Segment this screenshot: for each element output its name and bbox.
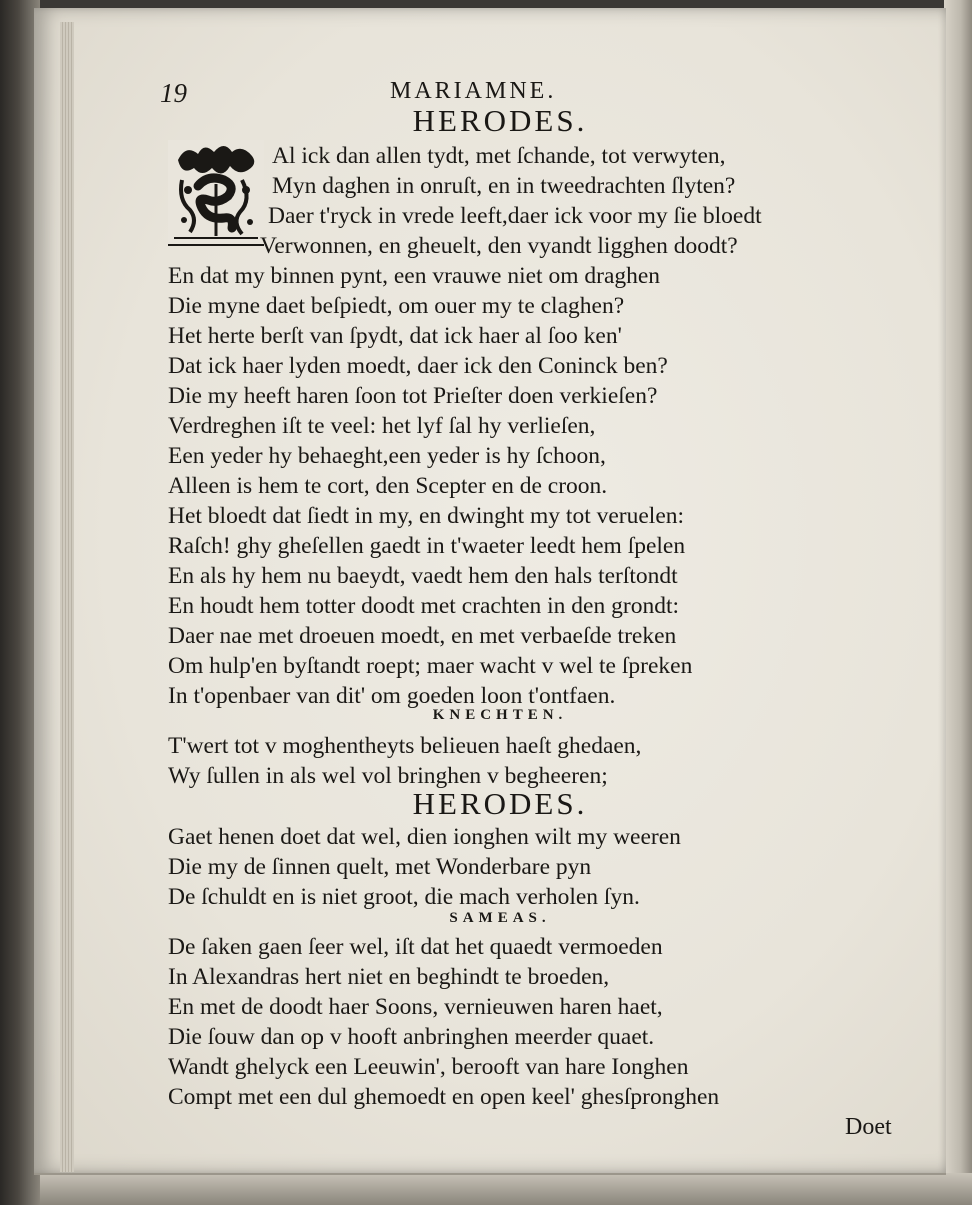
catchword: Doet	[845, 1114, 892, 1140]
verse-line: Het bloedt dat ſiedt in my, en dwinght my tot veruelen:	[168, 503, 685, 529]
speaker-herodes-2: HERODES.	[412, 786, 588, 821]
verse-line: En als hy hem nu baeydt, vaedt hem den hals terſtondt	[168, 563, 678, 589]
verse-line: Die ſouw dan op v hooft anbringhen meerder quaet.	[168, 1024, 655, 1050]
verse-line: En dat my binnen pynt, een vrauwe niet om draghen	[168, 263, 661, 289]
verse-line: In Alexandras hert niet en beghindt te broeden,	[168, 964, 610, 990]
verse-line: T'wert tot v moghentheyts belieuen haeſt ghedaen,	[168, 733, 642, 759]
book-title: MARIAMNE.	[390, 78, 557, 104]
verse-line: Raſch! ghy gheſellen gaedt in t'waeter leedt hem ſpelen	[168, 533, 686, 559]
floral-initial-icon	[168, 140, 264, 244]
page-stack-edge	[60, 22, 74, 1172]
verse-line: De ſaken gaen ſeer wel, iſt dat het quaedt vermoeden	[168, 934, 663, 960]
speaker-sameas: SAMEAS.	[449, 910, 551, 926]
verse-line: Het herte berſt van ſpydt, dat ick haer al ſoo ken'	[168, 323, 622, 349]
verse-line: Die my heeft haren ſoon tot Prieſter doen verkieſen?	[168, 383, 658, 409]
verse-line: Dat ick haer lyden moedt, daer ick den Coninck ben?	[168, 353, 668, 379]
bottom-page-edge	[40, 1173, 972, 1205]
page-number: 19	[160, 78, 187, 108]
verse-line: En met de doodt haer Soons, vernieuwen haren haet,	[168, 994, 663, 1020]
verse-line: Die my de ſinnen quelt, met Wonderbare pyn	[168, 854, 592, 880]
speaker-herodes: HERODES.	[412, 103, 588, 138]
verse-line: Alleen is hem te cort, den Scepter en de croon.	[168, 473, 608, 499]
verse-line: Compt met een dul ghemoedt en open keel' ghesſpronghen	[168, 1084, 720, 1110]
verse-line: Al ick dan allen tydt, met ſchande, tot verwyten,	[272, 143, 726, 169]
verse-line: En houdt hem totter doodt met crachten in den grondt:	[168, 593, 679, 619]
verse-line: Verwonnen, en gheuelt, den vyandt ligghen doodt?	[260, 233, 738, 259]
right-page-edge	[944, 0, 972, 1205]
verse-line: In t'openbaer van dit' om goeden loon t'ontfaen.	[168, 683, 616, 709]
verse-line: Wandt ghelyck een Leeuwin', berooft van hare Ionghen	[168, 1054, 689, 1080]
verse-line: Gaet henen doet dat wel, dien ionghen wilt my weeren	[168, 824, 681, 850]
verse-line: Een yeder hy behaeght,een yeder is hy ſchoon,	[168, 443, 606, 469]
verse-line: Die myne daet beſpiedt, om ouer my te claghen?	[168, 293, 625, 319]
decorated-initial-s-icon	[168, 140, 264, 246]
verse-line: Om hulp'en byſtandt roept; maer wacht v wel te ſpreken	[168, 653, 693, 679]
verse-line: Daer t'ryck in vrede leeft,daer ick voor my ſie bloedt	[268, 203, 762, 229]
verse-line: Daer nae met droeuen moedt, en met verbaeſde treken	[168, 623, 677, 649]
verse-line: Verdreghen iſt te veel: het lyf ſal hy verlieſen,	[168, 413, 596, 439]
verse-line: De ſchuldt en is niet groot, die mach verholen ſyn.	[168, 884, 640, 910]
speaker-knechten: KNECHTEN.	[432, 707, 568, 723]
verse-line: Wy ſullen in als wel vol bringhen v begheeren;	[168, 763, 608, 789]
verse-line: Myn daghen in onruſt, en in tweedrachten ſlyten?	[272, 173, 736, 199]
